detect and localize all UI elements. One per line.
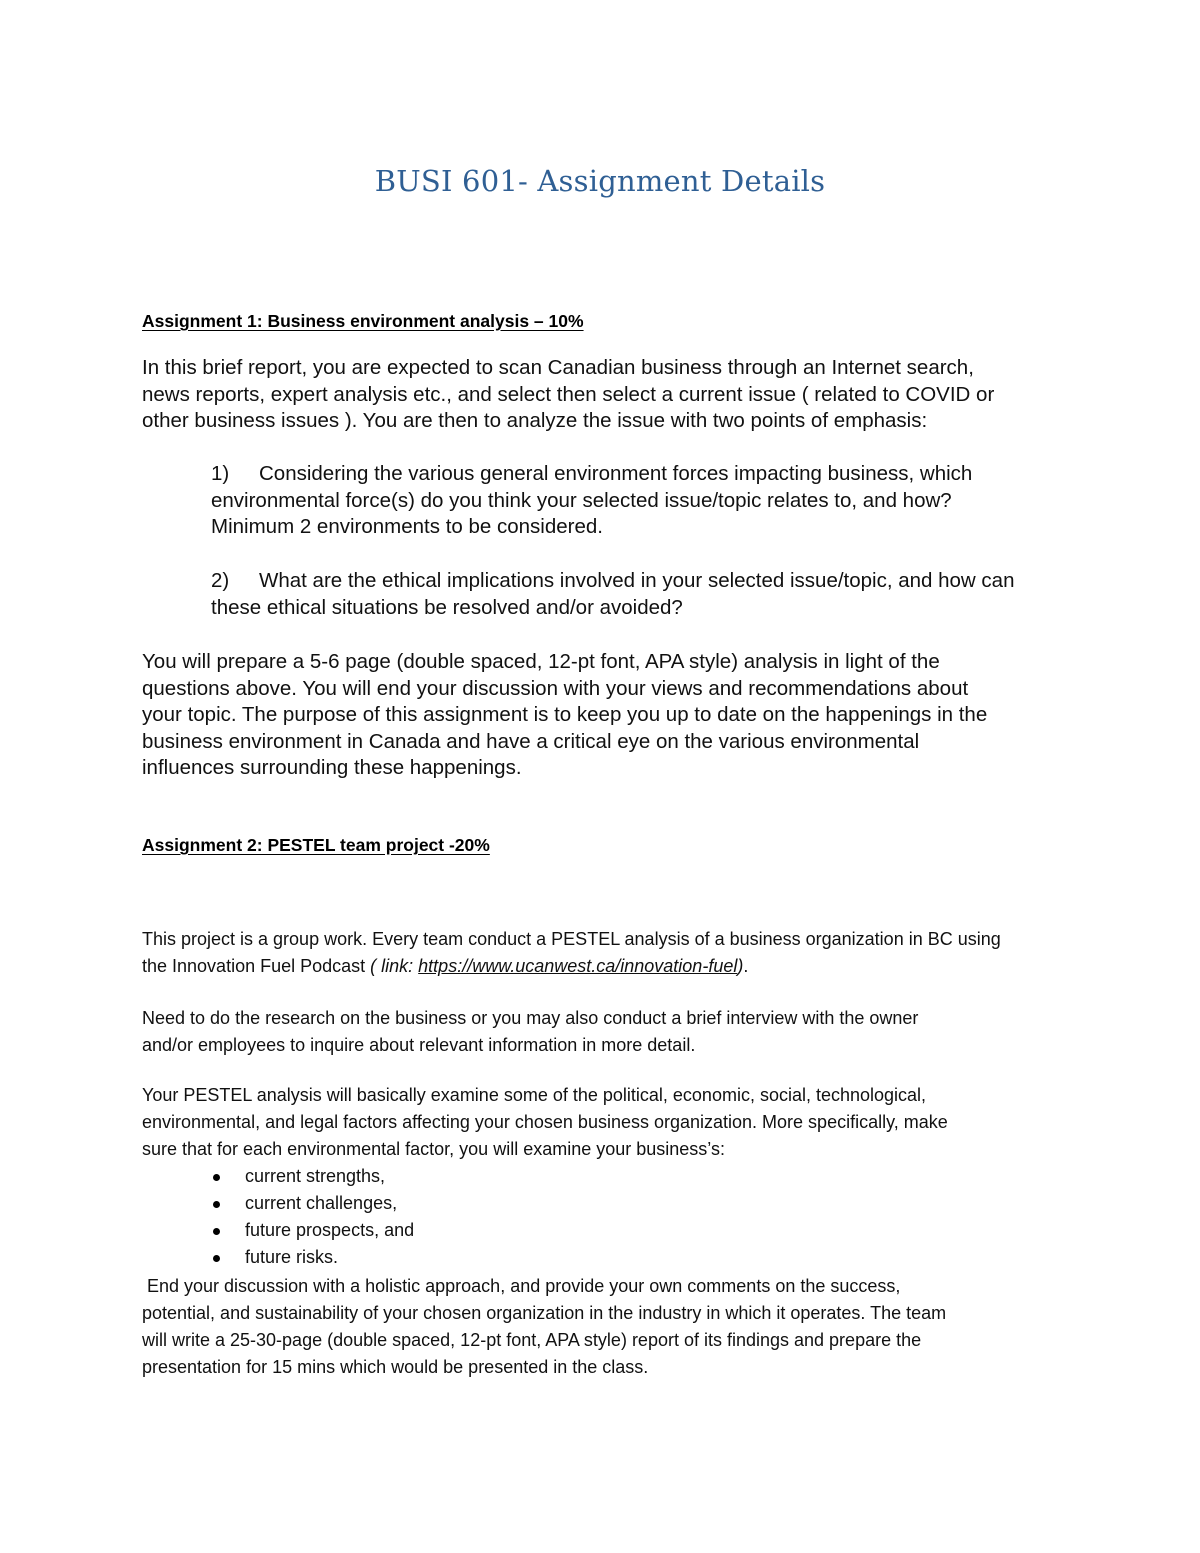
text-line: questions above. You will end your discussion with your views and recommendations about — [142, 676, 969, 700]
list-item-text: future risks. — [245, 1247, 339, 1267]
text-line: Considering the various general environment forces impacting business, which — [259, 462, 973, 485]
numbered-point-2 — [211, 568, 1081, 621]
innovation-fuel-link[interactable]: https://www.ucanwest.ca/innovation-fuel — [418, 956, 738, 976]
bullet-icon — [213, 1174, 220, 1181]
point-number: 1) — [211, 462, 230, 485]
text-line: environmental force(s) do you think your selected issue/topic relates to, and how? — [211, 488, 952, 512]
point-number: 2) — [211, 569, 230, 592]
assignment-1-heading: Assignment 1: Business environment analysis – 10% — [142, 311, 584, 331]
assignment-2-research-para — [142, 1005, 1062, 1059]
bullet-icon — [213, 1228, 220, 1235]
list-item-text: current strengths, — [245, 1166, 386, 1186]
sentence-end: . — [743, 956, 749, 976]
link-suffix: ) — [737, 956, 744, 976]
text-line: Your PESTEL analysis will basically examine some of the political, economic, social, technological, — [142, 1085, 927, 1105]
text-line: End your discussion with a holistic approach, and provide your own comments on the success, — [142, 1276, 901, 1296]
text-line: and/or employees to inquire about relevant information in more detail. — [142, 1035, 696, 1055]
bullet-list — [211, 1163, 414, 1271]
text-line: the Innovation Fuel Podcast — [142, 956, 371, 976]
text-line: presentation for 15 mins which would be presented in the class. — [142, 1357, 649, 1377]
assignment-2-intro — [142, 926, 1062, 980]
link-wrapper — [370, 956, 743, 976]
bullet-icon — [213, 1201, 220, 1208]
text-line: business environment in Canada and have a critical eye on the various environmental — [142, 729, 920, 753]
text-line: What are the ethical implications involved in your selected issue/topic, and how can — [259, 569, 1015, 592]
text-line: Need to do the research on the business or you may also conduct a brief interview with the owner — [142, 1008, 919, 1028]
list-item-text: current challenges, — [245, 1193, 398, 1213]
page-title: BUSI 601- Assignment Details — [374, 164, 826, 198]
text-line: other business issues ). You are then to analyze the issue with two points of emphasis: — [142, 409, 928, 432]
assignment-2-heading: Assignment 2: PESTEL team project -20% — [142, 835, 490, 855]
text-line: environmental, and legal factors affecting your chosen business organization. More specifically, make — [142, 1112, 948, 1132]
text-line: news reports, expert analysis etc., and select then select a current issue ( related to COVID or — [142, 382, 995, 406]
text-line: influences surrounding these happenings. — [142, 756, 522, 779]
text-line: these ethical situations be resolved and/or avoided? — [211, 595, 683, 619]
text-line: This project is a group work. Every team conduct a PESTEL analysis of a business organization in BC using — [142, 929, 1001, 949]
text-line: potential, and sustainability of your chosen organization in the industry in which it operates. The team — [142, 1303, 947, 1323]
assignment-2-pestel-para — [142, 1082, 1062, 1163]
text-line: You will prepare a 5-6 page (double spaced, 12-pt font, APA style) analysis in light of the — [142, 650, 940, 673]
list-item-text: future prospects, and — [245, 1220, 415, 1240]
assignment-1-intro — [142, 355, 1062, 435]
list-item — [211, 1244, 414, 1271]
link-prefix: ( link: — [370, 956, 419, 976]
assignment-1-closing — [142, 649, 1062, 782]
bullet-icon — [213, 1255, 220, 1262]
list-item — [211, 1217, 414, 1244]
list-item — [211, 1163, 414, 1190]
text-line: Minimum 2 environments to be considered. — [211, 515, 603, 538]
list-item — [211, 1190, 414, 1217]
text-line: In this brief report, you are expected to scan Canadian business through an Internet search, — [142, 356, 974, 379]
assignment-2-closing — [142, 1273, 1062, 1381]
text-line: sure that for each environmental factor, you will examine your business’s: — [142, 1139, 725, 1159]
text-line: will write a 25-30-page (double spaced, 12-pt font, APA style) report of its findings and prepare the — [142, 1330, 922, 1350]
text-line: your topic. The purpose of this assignment is to keep you up to date on the happenings in the — [142, 703, 988, 726]
numbered-point-1 — [211, 461, 1081, 541]
